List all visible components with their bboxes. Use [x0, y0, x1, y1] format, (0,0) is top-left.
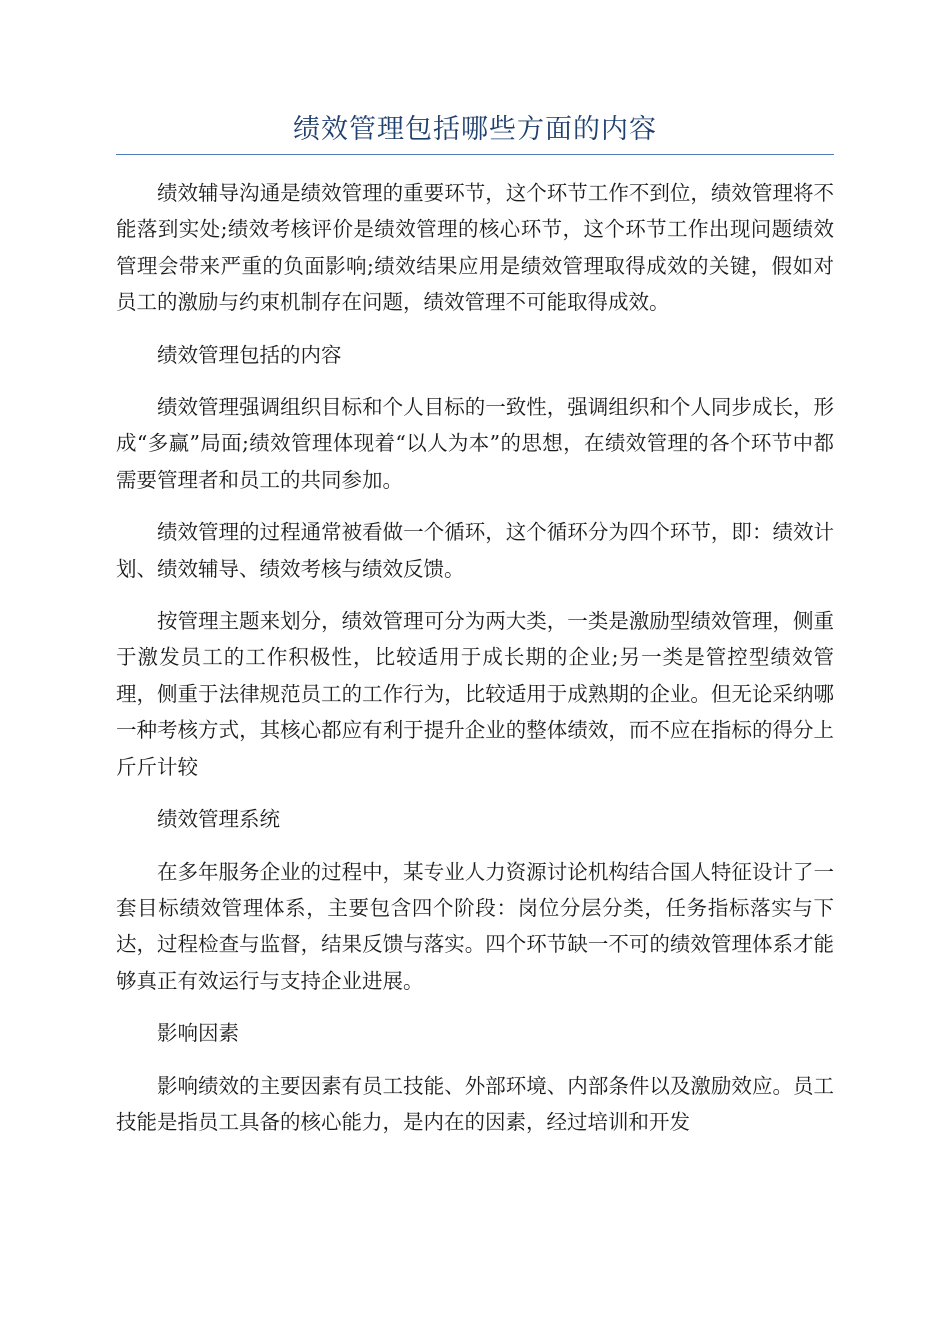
document-body [116, 175, 834, 1156]
paragraph-goal-consistency: 绩效管理强调组织目标和个人目标的一致性，强调组织和个人同步成长，形成“多赢”局面;绩效管理体现着“以人为本”的思想，在绩效管理的各个环节中都需要管理者和员工的共同参加。 [116, 395, 834, 492]
paragraph-factors: 影响绩效的主要因素有员工技能、外部环境、内部条件以及激励效应。员工技能是指员工具备的核心能力，是内在的因素，经过培训和开发 [116, 1073, 834, 1134]
document-title: 绩效管理包括哪些方面的内容 [293, 114, 657, 145]
title-underline [116, 154, 834, 155]
paragraph-cycle: 绩效管理的过程通常被看做一个循环，这个循环分为四个环节，即：绩效计划、绩效辅导、绩效考核与绩效反馈。 [116, 520, 834, 581]
section-heading-system: 绩效管理系统 [157, 807, 280, 832]
section-heading-contents: 绩效管理包括的内容 [157, 342, 342, 367]
section-heading-factors: 影响因素 [157, 1021, 239, 1046]
paragraph-categories: 按管理主题来划分，绩效管理可分为两大类，一类是激励型绩效管理，侧重于激发员工的工作积极性，比较适用于成长期的企业;另一类是管控型绩效管理，侧重于法律规范员工的工作行为，比较适用于成熟期的企业。但无论采纳哪一种考核方式，其核心都应有利于提升企业的整体绩效，而不应在指标的得分上斤斤计较 [116, 609, 834, 779]
paragraph-system: 在多年服务企业的过程中，某专业人力资源讨论机构结合国人特征设计了一套目标绩效管理体系，主要包含四个阶段：岗位分层分类，任务指标落实与下达，过程检查与监督，结果反馈与落实。四个环节缺一不可的绩效管理体系才能够真正有效运行与支持企业进展。 [116, 859, 834, 993]
paragraph-performance-coaching: 绩效辅导沟通是绩效管理的重要环节，这个环节工作不到位，绩效管理将不能落到实处;绩效考核评价是绩效管理的核心环节，这个环节工作出现问题绩效管理会带来严重的负面影响;绩效结果应用是绩效管理取得成效的关键，假如对员工的激励与约束机制存在问题，绩效管理不可能取得成效。 [116, 181, 834, 315]
